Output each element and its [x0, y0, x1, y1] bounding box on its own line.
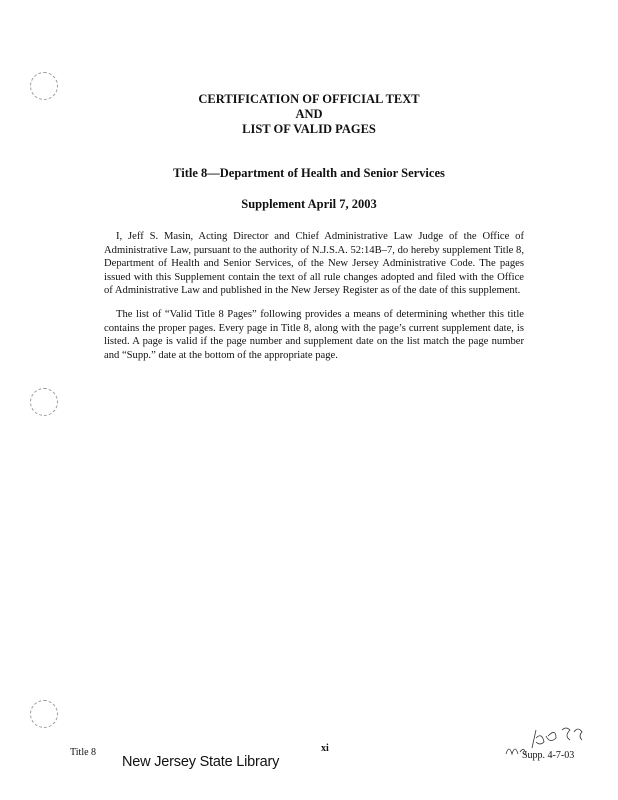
library-stamp: New Jersey State Library	[122, 754, 280, 770]
punch-hole-mark	[30, 388, 58, 416]
punch-hole-mark	[30, 700, 58, 728]
valid-pages-paragraph: The list of “Valid Title 8 Pages” following provides a means of determining whether this title contains the proper pages. Every page in Title 8, along with the page’s current supplement date, is listed. A page is valid if the page number and supplement date on the list match the page number and “Supp.” date at the bottom of the appropriate page.	[104, 309, 524, 361]
heading-line-2: AND	[295, 107, 323, 121]
certification-heading	[0, 92, 618, 137]
heading-line-1: CERTIFICATION OF OFFICIAL TEXT	[198, 92, 420, 106]
supplement-date: Supplement April 7, 2003	[241, 197, 377, 211]
footer-supplement-date: Supp. 4-7-03	[522, 750, 575, 761]
page-number: xi	[321, 743, 329, 754]
certification-paragraph: I, Jeff S. Masin, Acting Director and Chief Administrative Law Judge of the Office of Administrative Law, pursuant to the authority of N.J.S.A. 52:14B–7, do hereby supplement Title 8, Department of Health and Senior Services, of the New Jersey Administrative Code. The pages issued with this Supplement contain the text of all rule changes adopted and filed with the Office of Administrative Law and published in the New Jersey Register as of the date of this supplement.	[104, 231, 524, 296]
heading-line-3: LIST OF VALID PAGES	[242, 122, 376, 136]
footer-title: Title 8	[70, 747, 97, 758]
subject-title: Title 8—Department of Health and Senior Services	[173, 166, 445, 180]
